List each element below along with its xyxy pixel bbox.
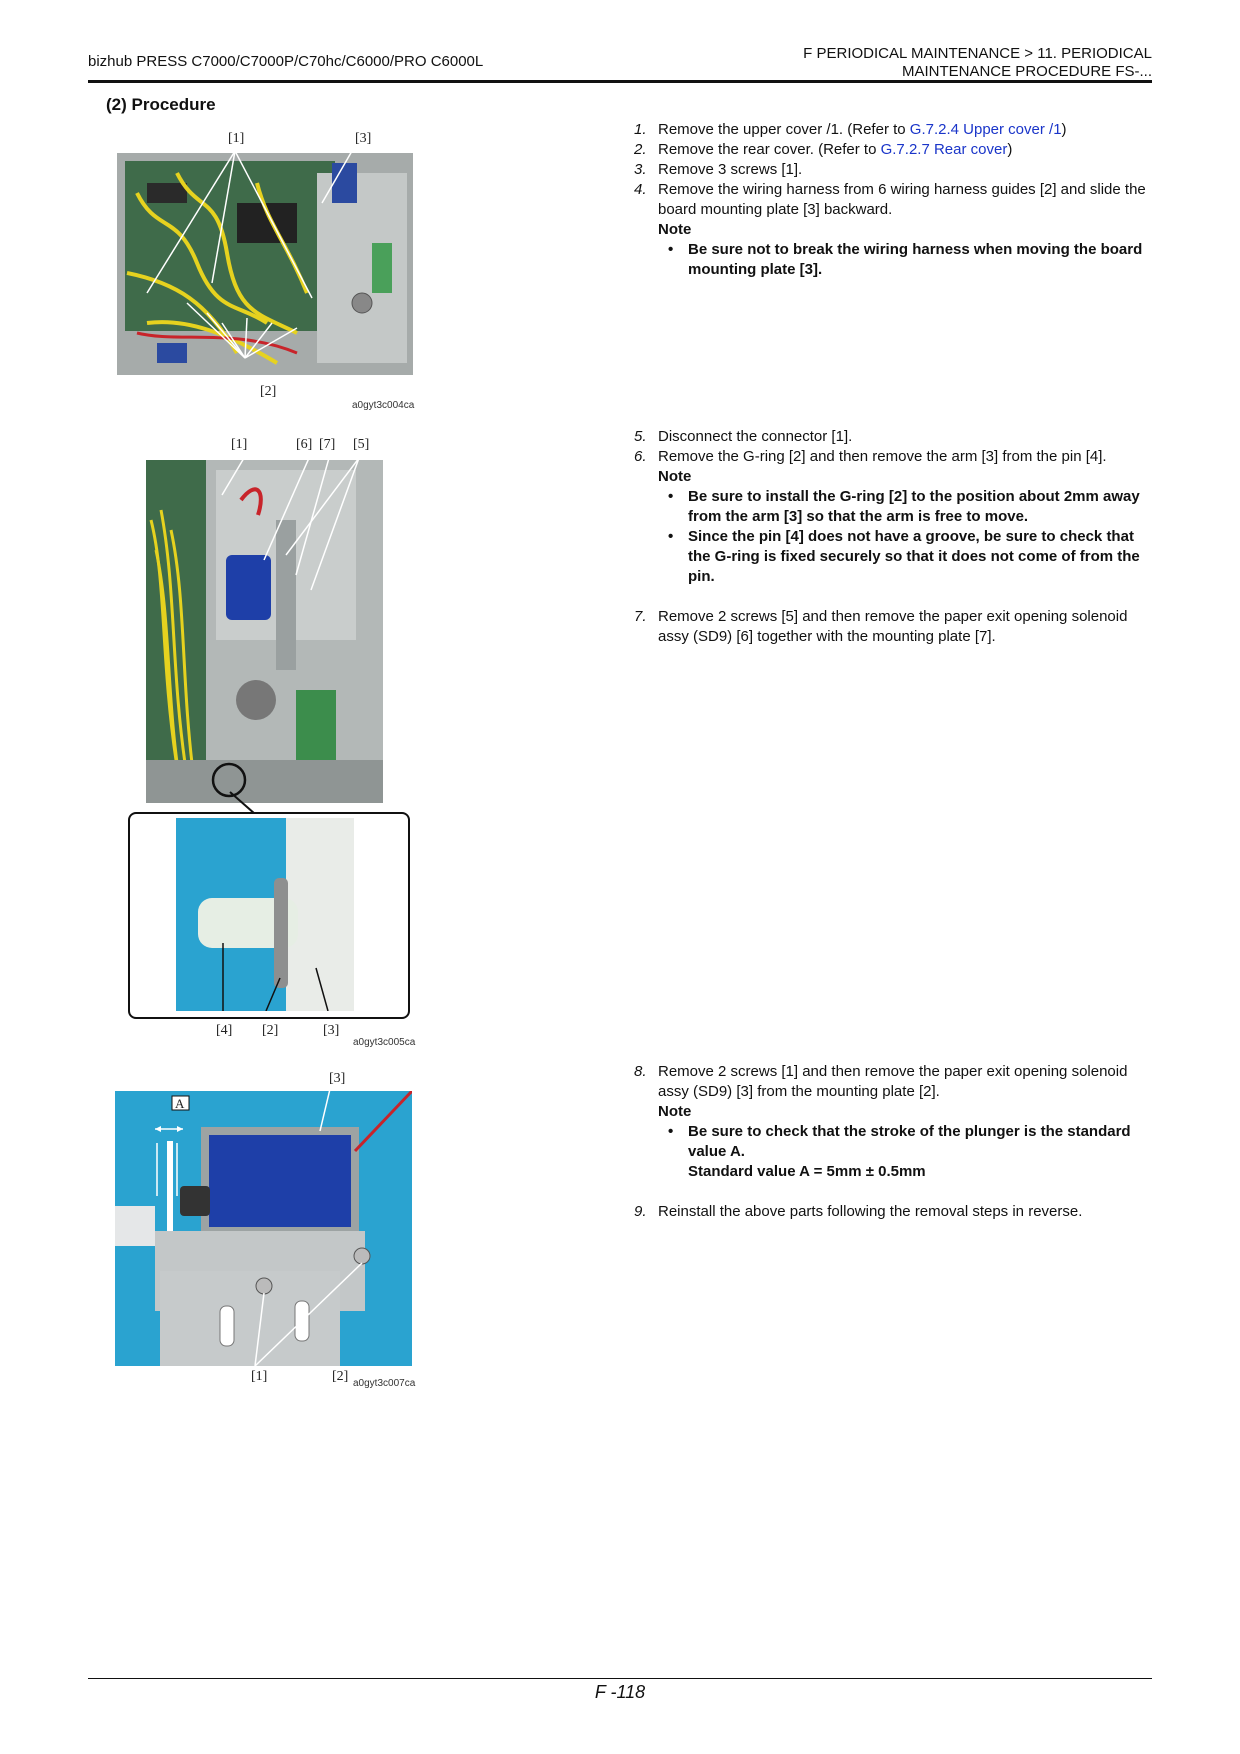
header-left: bizhub PRESS C7000/C7000P/C70hc/C6000/PRO C6000L [88,53,484,70]
fig2-photo [146,460,383,803]
bullet-icon: • [668,488,674,505]
step-9-text: Reinstall the above parts following the removal steps in reverse. [658,1203,1083,1220]
note-bullet [668,240,1154,280]
note-2-text-1: Be sure to install the G-ring [2] to the position about 2mm away from the arm [3] so that the arm is free to move. [688,488,1140,525]
note-heading: Note [658,468,692,485]
step-3 [634,160,1154,180]
page-number: F -118 [594,1682,646,1702]
fig2-caption: a0gyt3c005ca [353,1037,416,1048]
step-8 [634,1062,1154,1102]
fig2-label-2: [2] [262,1023,279,1038]
step-num: 2. [634,141,647,158]
steps-group-1 [634,120,1154,280]
note-1-text: Be sure not to break the wiring harness when moving the board mounting plate [3]. [688,241,1143,278]
step-7-text: Remove 2 screws [5] and then remove the paper exit opening solenoid assy (SD9) [6] together with the mounting plate [7]. [658,608,1128,645]
fig3-label-1: [1] [251,1369,268,1384]
step-num: 5. [634,428,647,445]
step-3-text: Remove 3 screws [1]. [658,161,803,178]
step-9 [634,1202,1154,1222]
note-heading: Note [658,221,692,238]
footer-rule [88,1678,1152,1679]
step-2 [634,140,1154,160]
note-3-standard-value: Standard value A = 5mm ± 0.5mm [688,1163,926,1180]
bullet-icon: • [668,241,674,258]
fig2-label-3: [3] [323,1023,340,1038]
bullet-icon: • [668,528,674,545]
step-num: 1. [634,121,647,138]
step-num: 8. [634,1063,647,1080]
fig1-photo [117,153,413,375]
fig3-caption: a0gyt3c007ca [353,1378,416,1389]
step-4-text: Remove the wiring harness from 6 wiring harness guides [2] and slide the board mounting plate [3] backward. [658,181,1146,218]
note-bullet [668,527,1154,587]
step-5-text: Disconnect the connector [1]. [658,428,853,445]
step-8-text: Remove 2 screws [1] and then remove the paper exit opening solenoid assy (SD9) [3] from the mounting plate [2]. [658,1063,1128,1100]
step-num: 3. [634,161,647,178]
note-bullet [668,1122,1154,1182]
bullet-icon: • [668,1123,674,1140]
step-7 [634,607,1154,647]
fig1-label-3: [3] [355,131,372,146]
step-6-text: Remove the G-ring [2] and then remove the arm [3] from the pin [4]. [658,448,1107,465]
step-1-text-end: ) [1061,121,1067,138]
fig3-label-2: [2] [332,1369,349,1384]
step-5 [634,427,1154,447]
fig2-label-1: [1] [231,437,248,452]
fig1-label-2: [2] [260,384,277,399]
step-2-text: Remove the rear cover. (Refer to [658,141,881,158]
section-title: (2) Procedure [106,95,216,114]
header-rule [88,80,1152,83]
header-right-line2: MAINTENANCE PROCEDURE FS-... [901,63,1152,80]
note-heading: Note [658,1103,692,1120]
step-6 [634,447,1154,467]
step-num: 7. [634,608,647,625]
fig2-label-7: [7] [319,437,336,452]
link-upper-cover[interactable]: G.7.2.4 Upper cover /1 [909,121,1062,138]
fig2-label-5: [5] [353,437,370,452]
fig2-label-6: [6] [296,437,313,452]
steps-group-3 [634,1062,1154,1222]
step-num: 9. [634,1203,647,1220]
step-4 [634,180,1154,220]
fig2-detail-frame [128,812,410,1019]
step-2-text-end: ) [1007,141,1013,158]
fig2-detail-photo [176,818,354,1011]
step-num: 4. [634,181,647,198]
fig3-photo [115,1091,412,1366]
header-right-line1: F PERIODICAL MAINTENANCE > 11. PERIODICAL [803,45,1152,62]
link-rear-cover[interactable]: G.7.2.7 Rear cover [880,141,1008,158]
note-3-text: Be sure to check that the stroke of the plunger is the standard value A. [688,1123,1131,1160]
step-1 [634,120,1154,140]
note-2-text-2: Since the pin [4] does not have a groove, be sure to check that the G-ring is fixed securely so that it does not come of from the pin. [688,528,1140,585]
fig1-label-1: [1] [228,131,245,146]
note-bullet [668,487,1154,527]
fig3-label-a: A [175,1096,185,1111]
steps-group-2 [634,427,1154,647]
step-num: 6. [634,448,647,465]
fig1-caption: a0gyt3c004ca [352,400,415,411]
fig3-label-3: [3] [329,1071,346,1086]
header-right [692,45,1152,81]
fig2-label-4: [4] [216,1023,233,1038]
step-1-text: Remove the upper cover /1. (Refer to [658,121,910,138]
